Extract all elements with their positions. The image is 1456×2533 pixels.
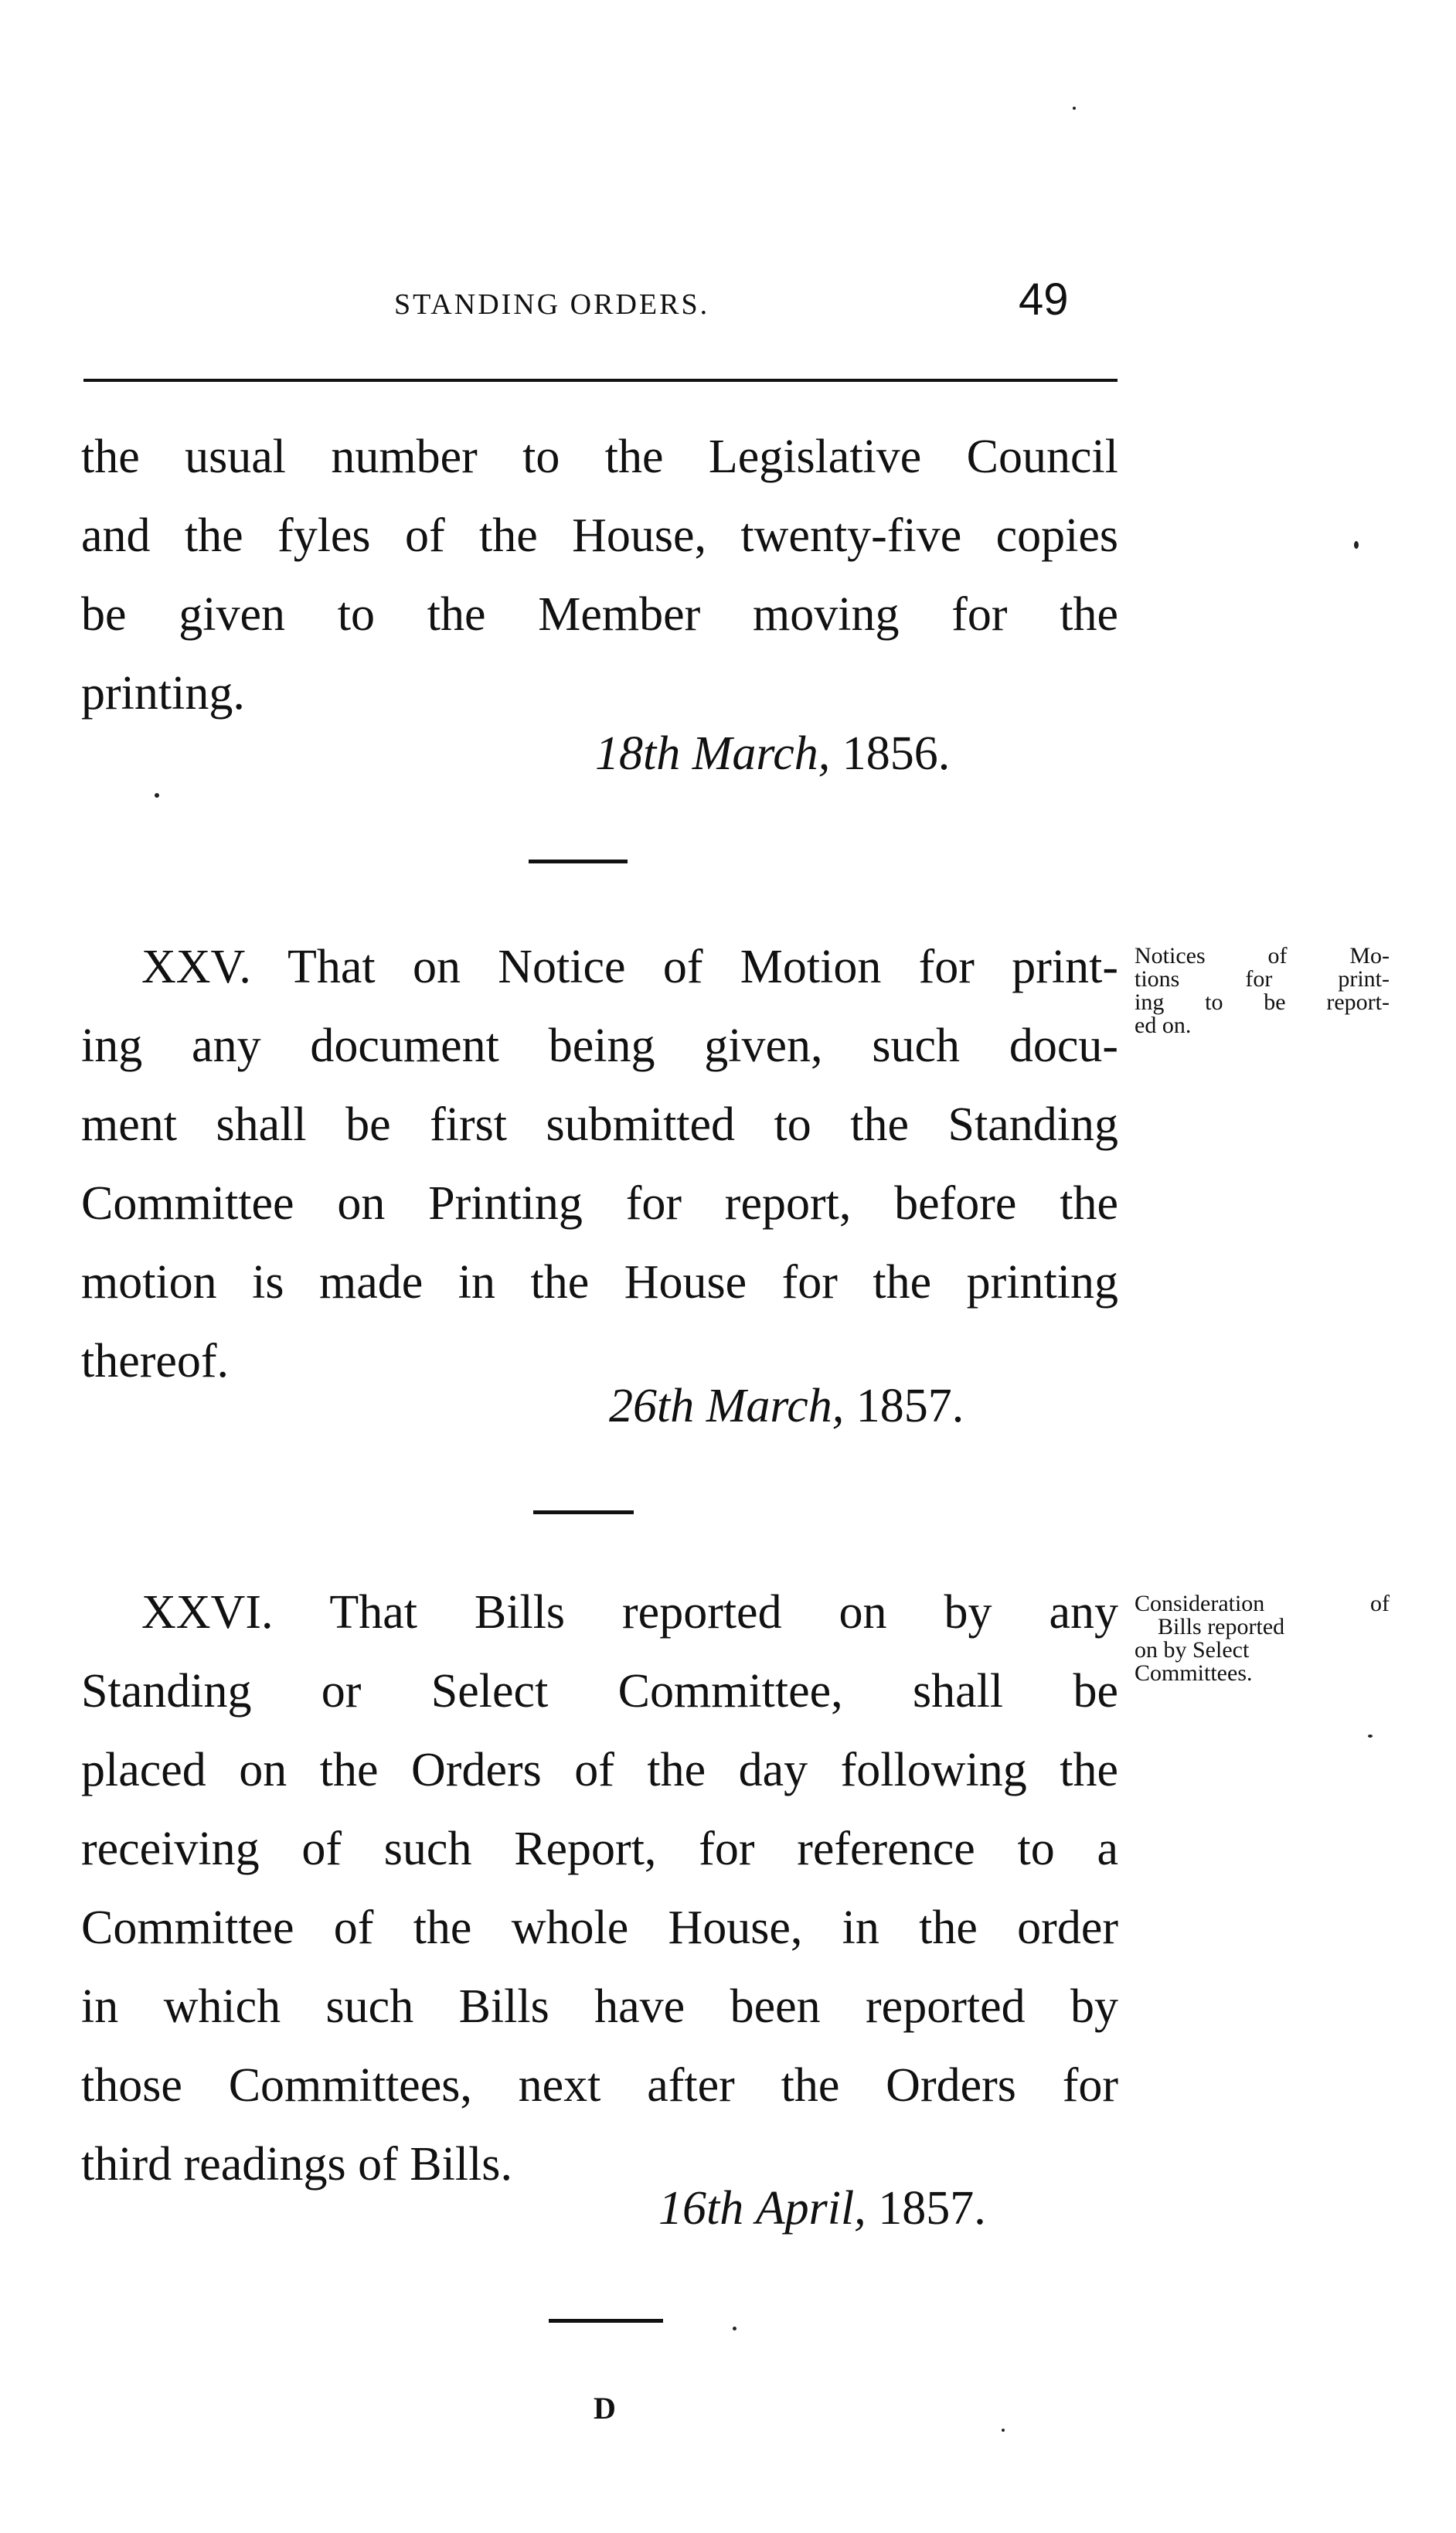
print-speck (1073, 107, 1076, 110)
paragraph-line: third readings of Bills. (81, 2138, 512, 2191)
date-month: April, (755, 2182, 866, 2235)
signature-mark: D (594, 2391, 616, 2426)
print-speck (1354, 541, 1359, 549)
date-month: March, (706, 1380, 845, 1432)
paragraph-line: XXV. That on Notice of Motion for print- (141, 941, 1118, 993)
paragraph-line: and the fyles of the House, twenty-five copies (81, 509, 1118, 562)
paragraph-line: ing any document being given, such docu- (81, 1020, 1118, 1072)
paragraph-line: ment shall be first submitted to the Standing (81, 1098, 1118, 1151)
margin-note-line: Notices of Mo- (1135, 943, 1390, 969)
running-head: STANDING ORDERS. (394, 288, 710, 321)
section-divider (529, 860, 628, 863)
margin-note-line: ing to be report- (1135, 989, 1390, 1015)
date-line (595, 727, 950, 781)
print-speck (155, 793, 159, 798)
paragraph-line: those Committees, next after the Orders for (81, 2059, 1118, 2112)
print-speck (1368, 1735, 1373, 1738)
header-rule (83, 379, 1118, 382)
paragraph-line: placed on the Orders of the day following the (81, 1744, 1118, 1796)
paragraph-line: thereof. (81, 1335, 230, 1387)
margin-note-line: Bills reported (1158, 1614, 1285, 1639)
margin-note-xxv (1135, 945, 1390, 1037)
date-day: 16th (658, 2182, 744, 2235)
section-divider (549, 2319, 663, 2323)
margin-note-line: Committees. (1135, 1660, 1253, 1686)
order-xxvi (81, 1573, 1118, 2204)
date-day: 26th (609, 1380, 695, 1432)
margin-note-line: on by Select (1135, 1637, 1250, 1663)
margin-note-xxvi (1135, 1592, 1390, 1685)
print-speck (733, 2327, 737, 2330)
order-xxv (81, 928, 1118, 1401)
page-number: 49 (1019, 274, 1069, 325)
date-month: March, (692, 727, 831, 780)
margin-note-line: tions for print- (1135, 966, 1390, 992)
section-divider (533, 1510, 634, 1514)
paragraph-line: receiving of such Report, for reference to a (81, 1823, 1118, 1875)
date-year: 1857. (856, 1380, 964, 1432)
date-line (658, 2181, 986, 2236)
paragraph-line: be given to the Member moving for the (81, 588, 1118, 641)
paragraph-line: Committee on Printing for report, before the (81, 1177, 1118, 1230)
paragraph-line: printing. (81, 667, 245, 720)
margin-note-line: ed on. (1135, 1013, 1192, 1038)
paragraph-line: Committee of the whole House, in the order (81, 1901, 1118, 1954)
continued-paragraph (81, 417, 1118, 733)
paragraph-line: XXVI. That Bills reported on by any (141, 1586, 1118, 1639)
margin-note-line: Consideration of (1135, 1591, 1390, 1616)
paragraph-line: in which such Bills have been reported by (81, 1980, 1118, 2033)
paragraph-line: the usual number to the Legislative Council (81, 431, 1118, 483)
print-speck (1002, 2429, 1005, 2432)
date-year: 1857. (878, 2182, 986, 2235)
date-year: 1856. (842, 727, 951, 780)
date-day: 18th (595, 727, 681, 780)
paragraph-line: motion is made in the House for the printing (81, 1256, 1118, 1309)
date-line (609, 1379, 964, 1434)
paragraph-line: Standing or Select Committee, shall be (81, 1665, 1118, 1718)
